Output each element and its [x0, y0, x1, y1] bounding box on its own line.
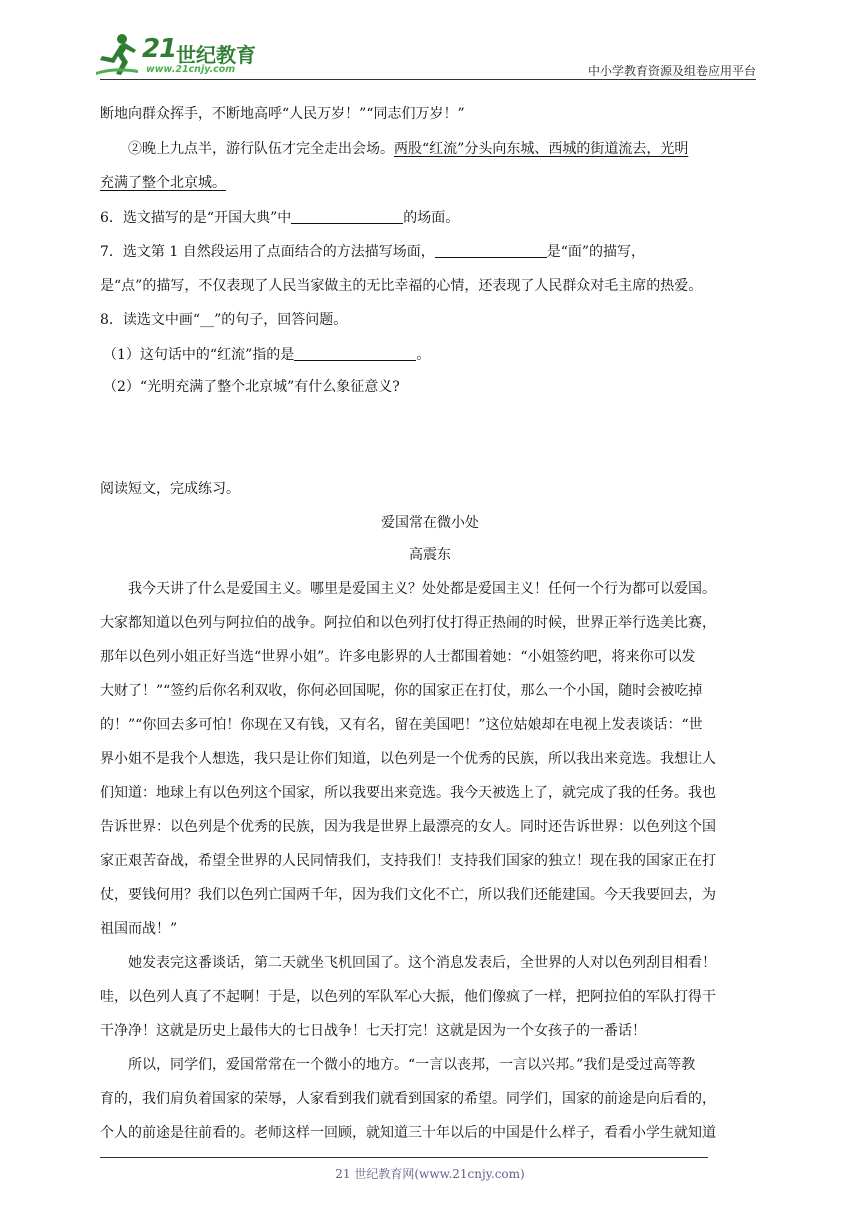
question-text: 是“面”的描写， — [546, 244, 646, 260]
article-line: 界小姐不是我个人想选，我只是让你们知道，以色列是一个优秀的民族，所以我出来竞选。我想让人 — [100, 751, 716, 767]
article-line: 所以，同学们，爱国常常在一个微小的地方。“一言以丧邦，一言以兴邦。”我们是受过高等教 — [128, 1057, 696, 1073]
article-line: 告诉世界：以色列是个优秀的民族，因为我是世界上最漂亮的女人。同时还告诉世界：以色列这个国 — [100, 819, 716, 835]
article-line: 的！”“你回去多可怕！你现在又有钱，又有名，留在美国吧！”这位姑娘却在电视上发表谈话：“世 — [100, 717, 703, 733]
article-line: 祖国而战！” — [100, 921, 178, 937]
article-line: 我今天讲了什么是爱国主义。哪里是爱国主义？处处都是爱国主义！任何一个行为都可以爱国。 — [128, 581, 716, 597]
question-8-1 — [103, 348, 430, 362]
article-line: 家正艰苦奋战，希望全世界的人民同情我们，支持我们！支持我们国家的独立！现在我的国家正在打 — [100, 853, 716, 869]
question-text: 7．选文第 1 自然段运用了点面结合的方法描写场面， — [100, 244, 435, 260]
brand-name: 世纪教育 — [176, 43, 256, 67]
article-line: 那年以色列小姐正好当选“世界小姐”。许多电影界的人士都围着她：“小姐签约吧，将来你可以发 — [100, 649, 696, 665]
passage-paragraph-2 — [128, 142, 688, 156]
brand-url: www.21cnjy.com — [146, 64, 236, 75]
question-7 — [100, 245, 645, 259]
runner-logo-icon — [92, 32, 144, 80]
article-line: 个人的前途是往前看的。老师这样一回顾，就知道三十年以后的中国是什么样子，看看小学生就知道 — [100, 1125, 716, 1141]
passage-text: ②晚上九点半，游行队伍才完全走出会场。 — [128, 141, 394, 157]
question-text: 6．选文描写的是“开国大典”中 — [100, 210, 292, 226]
article-title: 爱国常在微小处 — [381, 515, 479, 531]
article-line: 干净净！这就是历史上最伟大的七日战争！七天打完！这就是因为一个女孩子的一番话！ — [100, 1023, 646, 1039]
question-text: 。 — [416, 347, 431, 363]
question-8: 8．读选文中画“__”的句子，回答问题。 — [100, 312, 348, 328]
footer-divider — [100, 1157, 708, 1158]
brand-number: 21 — [142, 34, 177, 64]
question-8-2: （2）“光明充满了整个北京城”有什么象征意义? — [103, 379, 400, 395]
site-logo — [92, 32, 262, 80]
answer-blank[interactable] — [435, 245, 547, 258]
platform-name: 中小学教育资源及组卷应用平台 — [587, 64, 756, 78]
underlined-sentence: 两股“红流”分头向东城、西城的街道流去，光明 — [394, 141, 689, 157]
article-line: 哇，以色列人真了不起啊！于是，以色列的军队军心大振，他们像疯了一样，把阿拉伯的军队打得干 — [100, 989, 716, 1005]
passage-line — [100, 176, 226, 190]
question-text: 的场面。 — [403, 210, 460, 226]
article-line: 她发表完这番谈话，第二天就坐飞机回国了。这个消息发表后，全世界的人对以色列刮目相看！ — [128, 955, 716, 971]
question-text: （1）这句话中的“红流”指的是 — [103, 347, 295, 363]
underlined-sentence-end: 充满了整个北京城。 — [100, 175, 226, 191]
reading-instruction: 阅读短文，完成练习。 — [100, 481, 240, 497]
answer-blank[interactable] — [291, 211, 403, 224]
answer-blank[interactable] — [294, 348, 416, 361]
footer-text: 21 世纪教育网(www.21cnjy.com) — [335, 1167, 525, 1181]
article-author: 高震东 — [409, 547, 451, 563]
question-7-continued: 是“点”的描写，不仅表现了人民当家做主的无比幸福的心情，还表现了人民群众对毛主席的热爱。 — [100, 278, 703, 294]
header-divider — [100, 79, 756, 80]
passage-line: 断地向群众挥手，不断地高呼“人民万岁！”“同志们万岁！” — [100, 106, 465, 122]
article-line: 仗，要钱何用？我们以色列亡国两千年，因为我们文化不亡，所以我们还能建国。今天我要回去，为 — [100, 887, 716, 903]
article-line: 大家都知道以色列与阿拉伯的战争。阿拉伯和以色列打仗打得正热闹的时候，世界正举行选美比赛， — [100, 615, 716, 631]
article-line: 大财了！”“签约后你名利双收，你何必回国呢，你的国家正在打仗，那么一个小国，随时会被吃掉 — [100, 683, 703, 699]
article-line: 们知道：地球上有以色列这个国家，所以我要出来竞选。我今天被选上了，就完成了我的任务。我也 — [100, 785, 716, 801]
question-6 — [100, 211, 459, 225]
article-line: 育的，我们肩负着国家的荣辱，人家看到我们就看到国家的希望。同学们，国家的前途是向后看的， — [100, 1091, 716, 1107]
